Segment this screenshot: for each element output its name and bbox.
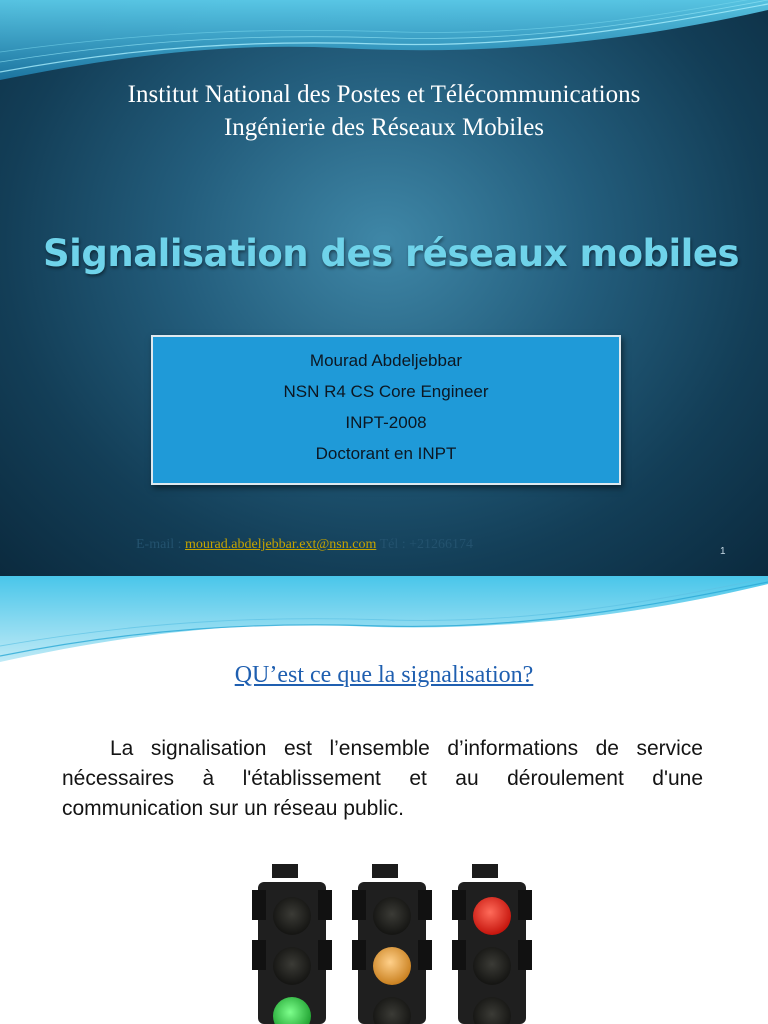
content-slide [0,576,768,1024]
page-number: 1 [720,546,726,557]
definition-paragraph: La signalisation est l’ensemble d’informations de service nécessaires à l'établissement et au déroulement d'une communication sur un réseau public. [62,737,703,820]
presentation-title: Signalisation des réseaux mobiles [43,232,739,275]
decorative-wave-top [0,576,768,666]
author-role: NSN R4 CS Core Engineer [283,382,489,401]
author-school: INPT-2008 [345,413,427,432]
email-label: E-mail : [136,537,182,552]
traffic-lights-image [250,864,540,1024]
author-name: Mourad Abdeljebbar [309,351,463,370]
decorative-wave-top [0,0,768,90]
tel-value: +21266174 [409,537,474,552]
department-name: Ingénierie des Réseaux Mobiles [223,114,545,141]
tel-label: Tél : [379,537,406,552]
traffic-light-red [452,864,532,1024]
institution-name: Institut National des Postes et Télécommunications [127,81,641,108]
author-status: Doctorant en INPT [315,444,457,463]
contact-line [136,537,656,553]
slide-title: QU’est ce que la signalisation? [234,662,534,688]
author-box [151,335,621,485]
traffic-light-amber [352,864,432,1024]
email-link[interactable]: mourad.abdeljebbar.ext@nsn.com [185,537,377,552]
traffic-light-green [252,864,332,1024]
